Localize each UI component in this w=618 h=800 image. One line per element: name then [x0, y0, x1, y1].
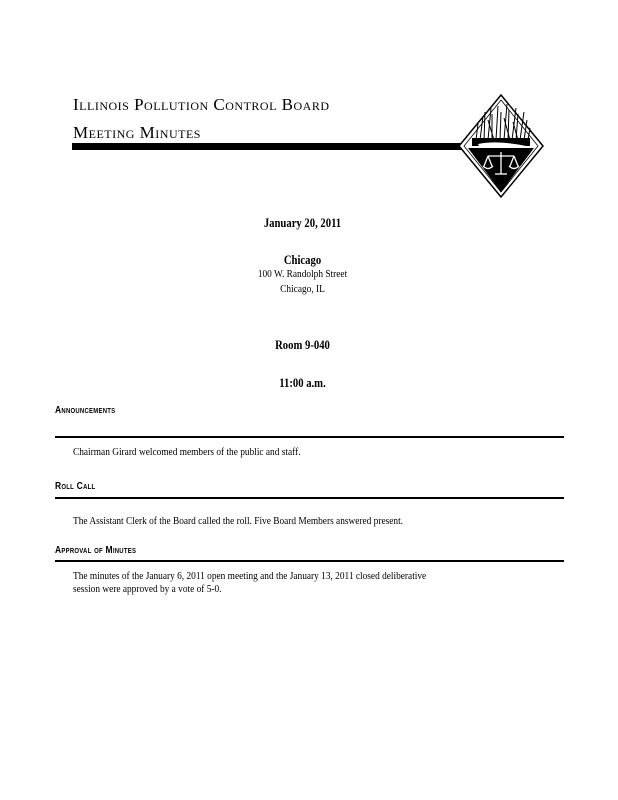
page-title-line-1: Illinois Pollution Control Board	[73, 95, 330, 114]
header-rule	[72, 143, 472, 150]
section-heading-roll-call: Roll Call	[55, 481, 96, 492]
section-heading-approval-of-minutes: Approval of Minutes	[55, 545, 137, 556]
meeting-address-line-2: Chicago, IL	[280, 283, 325, 295]
announcements-text: Chairman Girard welcomed members of the public and staff.	[73, 446, 301, 458]
meeting-date: January 20, 2011	[263, 215, 342, 230]
section-rule	[55, 560, 564, 562]
page-title-line-2: Meeting Minutes	[73, 123, 201, 142]
section-rule	[55, 497, 564, 499]
section-heading-announcements: Announcements	[55, 405, 116, 416]
approval-text-line-1: The minutes of the January 6, 2011 open meeting and the January 13, 2011 closed deliberative	[73, 570, 427, 582]
meeting-address-line-1: 100 W. Randolph Street	[257, 268, 348, 280]
meeting-time: 11:00 a.m.	[279, 375, 326, 390]
roll-call-text: The Assistant Clerk of the Board called the roll. Five Board Members answered present.	[73, 515, 404, 527]
meeting-room: Room 9-040	[275, 337, 330, 352]
meeting-city: Chicago	[283, 252, 322, 267]
approval-text-line-2: session were approved by a vote of 5-0.	[73, 583, 222, 595]
section-rule	[55, 436, 564, 438]
board-seal-logo	[458, 94, 544, 198]
